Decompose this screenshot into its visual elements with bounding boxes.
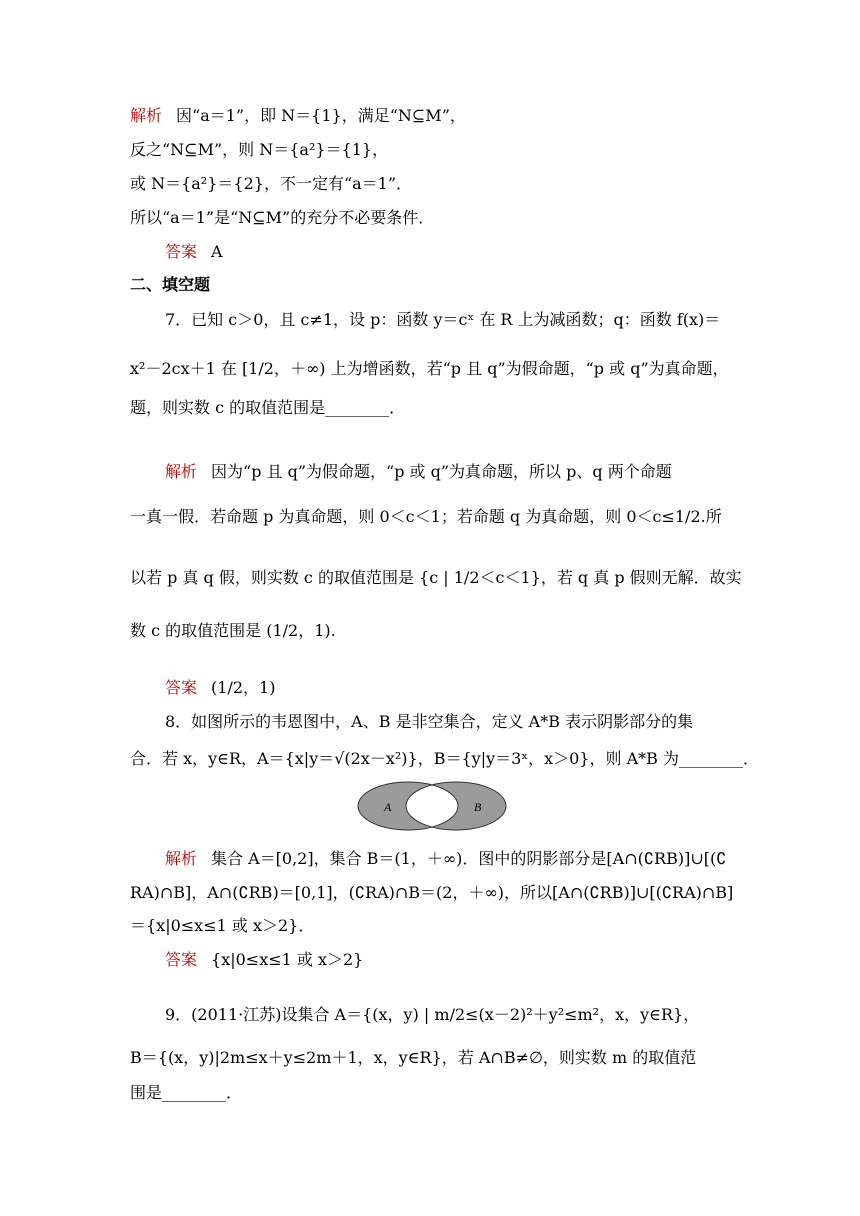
question-8-line: 合．若 x，y∈R，A＝{x|y＝√(2x－x²)}，B＝{y|y＝3ˣ，x＞0}，则 A*B 为________． (130, 749, 759, 768)
answer-line: 答案 A (165, 242, 223, 261)
answer-line: 答案 {x|0≤x≤1 或 x＞2} (165, 950, 364, 969)
solution-line: 解析 因“a＝1”，即 N＝{1}，满足“N⊆M”， (130, 106, 466, 125)
question-9-line: 围是________． (130, 1083, 243, 1102)
text-line: 或 N＝{a²}＝{2}，不一定有“a＝1”． (130, 174, 413, 193)
solution-label: 解析 (130, 106, 163, 125)
text-line: 一真一假．若命题 p 为真命题，则 0＜c＜1；若命题 q 为真命题，则 0＜c≤1/2.所 (130, 507, 722, 526)
text-line: 所以“a＝1”是“N⊆M”的充分不必要条件． (130, 208, 435, 227)
question-9-line: B＝{(x，y)|2m≤x＋y≤2m＋1，x，y∈R}，若 A∩B≠∅，则实数 m 的取值范 (130, 1048, 697, 1067)
answer-label: 答案 (165, 678, 198, 697)
solution-label: 解析 (165, 462, 198, 481)
venn-diagram (356, 780, 508, 832)
question-9-line: 9．(2011·江苏)设集合 A＝{(x，y) | m/2≤(x－2)²＋y²≤m²，x，y∈R}， (165, 1005, 700, 1024)
text-line: RA)∩B]，A∩(∁RB)＝[0,1]，(∁RA)∩B＝(2，＋∞)，所以[A∩(∁RB)]∪[(∁RA)∩B] (130, 883, 734, 902)
question-8-line: 8．如图所示的韦恩图中，A、B 是非空集合，定义 A*B 表示阴影部分的集 (165, 712, 694, 731)
venn-label-a: A (384, 800, 392, 814)
question-7-line: x²－2cx＋1 在 [1/2，＋∞) 上为增函数，若“p 且 q”为假命题，“p 或 q”为真命题， (130, 359, 729, 378)
question-7-line: 题，则实数 c 的取值范围是________． (130, 398, 406, 417)
question-7-line: 7．已知 c＞0，且 c≠1，设 p：函数 y＝cˣ 在 R 上为减函数；q：函数 f(x)＝ (165, 310, 721, 329)
solution-line: 解析 因为“p 且 q”为假命题，“p 或 q”为真命题，所以 p、q 两个命题 (165, 462, 672, 481)
venn-label-b: B (474, 800, 482, 814)
text-line: 以若 p 真 q 假，则实数 c 的取值范围是 {c | 1/2＜c＜1}，若 q 真 p 假则无解．故实 (130, 568, 742, 587)
answer-line: 答案 (1/2，1) (165, 678, 276, 697)
section-heading: 二、填空题 (130, 275, 211, 294)
text-line: 反之“N⊆M”，则 N＝{a²}＝{1}， (130, 140, 389, 159)
text-line: 数 c 的取值范围是 (1/2，1). (130, 621, 336, 640)
text-line: ＝{x|0≤x≤1 或 x＞2}． (130, 916, 315, 935)
solution-line: 解析 集合 A＝[0,2]，集合 B＝(1，＋∞)．图中的阴影部分是[A∩(∁RB)]∪[(∁ (165, 849, 727, 868)
answer-label: 答案 (165, 950, 198, 969)
solution-label: 解析 (165, 849, 198, 868)
answer-label: 答案 (165, 242, 198, 261)
